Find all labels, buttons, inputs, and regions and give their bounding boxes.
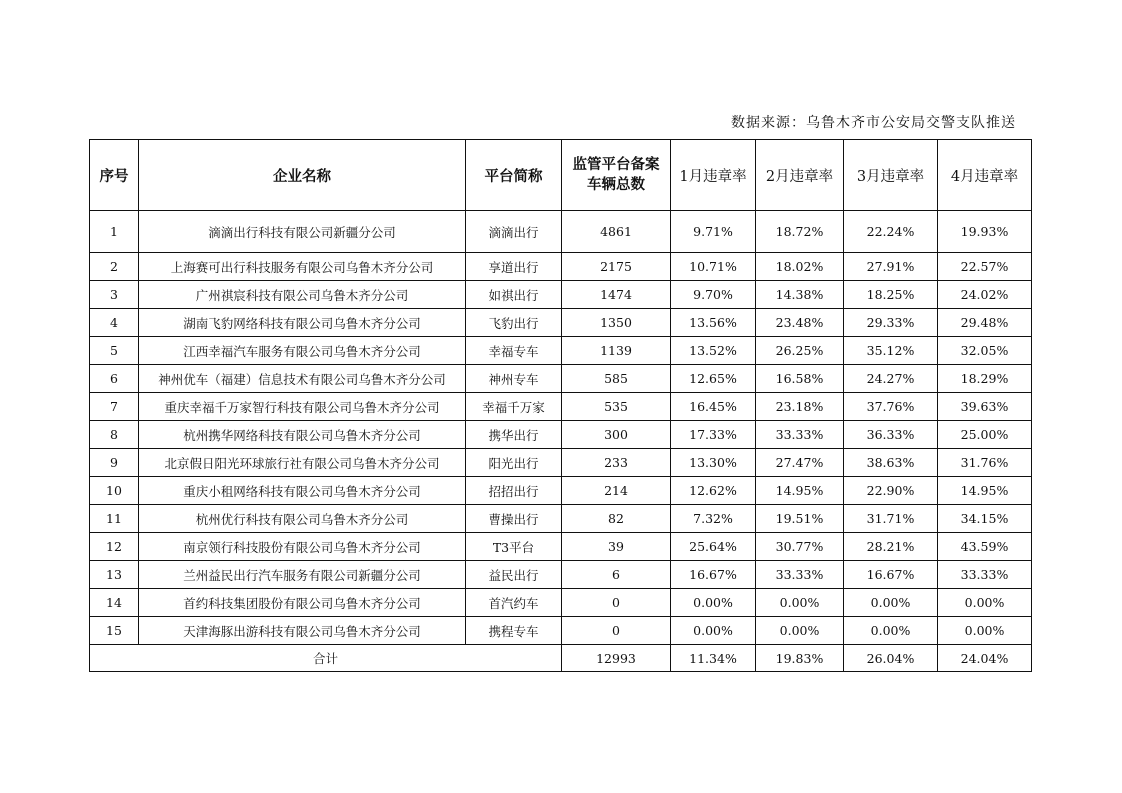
total-label: 合计 — [90, 645, 562, 672]
cell-index: 11 — [90, 505, 139, 533]
cell-jan-rate: 16.45% — [671, 393, 756, 421]
cell-vehicles: 1350 — [562, 309, 671, 337]
cell-mar-rate: 22.24% — [844, 211, 938, 253]
cell-mar-rate: 18.25% — [844, 281, 938, 309]
cell-vehicles: 233 — [562, 449, 671, 477]
cell-platform: 如祺出行 — [466, 281, 562, 309]
total-mar-rate: 26.04% — [844, 645, 938, 672]
cell-jan-rate: 25.64% — [671, 533, 756, 561]
cell-vehicles: 585 — [562, 365, 671, 393]
header-row — [90, 140, 1032, 211]
cell-platform: 阳光出行 — [466, 449, 562, 477]
cell-mar-rate: 16.67% — [844, 561, 938, 589]
table-body — [90, 211, 1032, 672]
cell-platform: 幸福千万家 — [466, 393, 562, 421]
cell-feb-rate: 14.38% — [756, 281, 844, 309]
table-row — [90, 533, 1032, 561]
cell-jan-rate: 0.00% — [671, 589, 756, 617]
cell-company: 杭州携华网络科技有限公司乌鲁木齐分公司 — [139, 421, 466, 449]
header-apr-rate: 4月违章率 — [938, 140, 1032, 211]
cell-mar-rate: 22.90% — [844, 477, 938, 505]
violation-rate-table — [89, 139, 1032, 672]
header-jan-rate: 1月违章率 — [671, 140, 756, 211]
cell-feb-rate: 33.33% — [756, 421, 844, 449]
table-row — [90, 477, 1032, 505]
cell-index: 8 — [90, 421, 139, 449]
cell-platform: 享道出行 — [466, 253, 562, 281]
cell-jan-rate: 10.71% — [671, 253, 756, 281]
cell-apr-rate: 25.00% — [938, 421, 1032, 449]
cell-platform: 幸福专车 — [466, 337, 562, 365]
table-row — [90, 337, 1032, 365]
cell-mar-rate: 35.12% — [844, 337, 938, 365]
cell-apr-rate: 39.63% — [938, 393, 1032, 421]
cell-index: 12 — [90, 533, 139, 561]
cell-jan-rate: 13.52% — [671, 337, 756, 365]
table-row — [90, 211, 1032, 253]
cell-feb-rate: 30.77% — [756, 533, 844, 561]
cell-vehicles: 214 — [562, 477, 671, 505]
cell-vehicles: 6 — [562, 561, 671, 589]
cell-mar-rate: 28.21% — [844, 533, 938, 561]
cell-feb-rate: 23.18% — [756, 393, 844, 421]
cell-jan-rate: 12.62% — [671, 477, 756, 505]
table-row — [90, 393, 1032, 421]
cell-apr-rate: 31.76% — [938, 449, 1032, 477]
cell-platform: 招招出行 — [466, 477, 562, 505]
cell-index: 5 — [90, 337, 139, 365]
cell-index: 10 — [90, 477, 139, 505]
cell-company: 北京假日阳光环球旅行社有限公司乌鲁木齐分公司 — [139, 449, 466, 477]
cell-platform: 曹操出行 — [466, 505, 562, 533]
cell-apr-rate: 34.15% — [938, 505, 1032, 533]
cell-company: 重庆幸福千万家智行科技有限公司乌鲁木齐分公司 — [139, 393, 466, 421]
cell-apr-rate: 24.02% — [938, 281, 1032, 309]
cell-feb-rate: 33.33% — [756, 561, 844, 589]
cell-index: 1 — [90, 211, 139, 253]
cell-company: 重庆小租网络科技有限公司乌鲁木齐分公司 — [139, 477, 466, 505]
cell-vehicles: 300 — [562, 421, 671, 449]
cell-mar-rate: 38.63% — [844, 449, 938, 477]
header-feb-rate: 2月违章率 — [756, 140, 844, 211]
cell-index: 6 — [90, 365, 139, 393]
table-row — [90, 421, 1032, 449]
table-row — [90, 589, 1032, 617]
cell-feb-rate: 16.58% — [756, 365, 844, 393]
cell-company: 兰州益民出行汽车服务有限公司新疆分公司 — [139, 561, 466, 589]
cell-vehicles: 1139 — [562, 337, 671, 365]
cell-platform: T3平台 — [466, 533, 562, 561]
cell-mar-rate: 24.27% — [844, 365, 938, 393]
cell-feb-rate: 18.02% — [756, 253, 844, 281]
cell-mar-rate: 31.71% — [844, 505, 938, 533]
cell-jan-rate: 9.71% — [671, 211, 756, 253]
cell-jan-rate: 9.70% — [671, 281, 756, 309]
cell-jan-rate: 12.65% — [671, 365, 756, 393]
cell-vehicles: 4861 — [562, 211, 671, 253]
cell-index: 15 — [90, 617, 139, 645]
cell-index: 3 — [90, 281, 139, 309]
table-row — [90, 561, 1032, 589]
cell-feb-rate: 18.72% — [756, 211, 844, 253]
cell-feb-rate: 0.00% — [756, 617, 844, 645]
cell-company: 天津海豚出游科技有限公司乌鲁木齐分公司 — [139, 617, 466, 645]
cell-platform: 益民出行 — [466, 561, 562, 589]
cell-apr-rate: 32.05% — [938, 337, 1032, 365]
cell-company: 首约科技集团股份有限公司乌鲁木齐分公司 — [139, 589, 466, 617]
cell-apr-rate: 0.00% — [938, 589, 1032, 617]
cell-jan-rate: 7.32% — [671, 505, 756, 533]
total-jan-rate: 11.34% — [671, 645, 756, 672]
cell-index: 13 — [90, 561, 139, 589]
cell-mar-rate: 0.00% — [844, 589, 938, 617]
cell-feb-rate: 26.25% — [756, 337, 844, 365]
header-platform: 平台简称 — [466, 140, 562, 211]
cell-apr-rate: 0.00% — [938, 617, 1032, 645]
table-row — [90, 617, 1032, 645]
cell-platform: 神州专车 — [466, 365, 562, 393]
cell-index: 14 — [90, 589, 139, 617]
cell-vehicles: 82 — [562, 505, 671, 533]
cell-mar-rate: 29.33% — [844, 309, 938, 337]
cell-company: 南京领行科技股份有限公司乌鲁木齐分公司 — [139, 533, 466, 561]
cell-mar-rate: 37.76% — [844, 393, 938, 421]
cell-mar-rate: 36.33% — [844, 421, 938, 449]
cell-platform: 首汽约车 — [466, 589, 562, 617]
data-source-note: 数据来源：乌鲁木齐市公安局交警支队推送 — [731, 115, 1016, 131]
table-row — [90, 281, 1032, 309]
cell-apr-rate: 18.29% — [938, 365, 1032, 393]
cell-feb-rate: 27.47% — [756, 449, 844, 477]
cell-jan-rate: 16.67% — [671, 561, 756, 589]
cell-apr-rate: 43.59% — [938, 533, 1032, 561]
cell-apr-rate: 22.57% — [938, 253, 1032, 281]
cell-company: 杭州优行科技有限公司乌鲁木齐分公司 — [139, 505, 466, 533]
cell-company: 江西幸福汽车服务有限公司乌鲁木齐分公司 — [139, 337, 466, 365]
cell-company: 滴滴出行科技有限公司新疆分公司 — [139, 211, 466, 253]
cell-platform: 飞豹出行 — [466, 309, 562, 337]
table-row — [90, 449, 1032, 477]
cell-index: 4 — [90, 309, 139, 337]
cell-apr-rate: 33.33% — [938, 561, 1032, 589]
cell-jan-rate: 13.56% — [671, 309, 756, 337]
cell-company: 神州优车（福建）信息技术有限公司乌鲁木齐分公司 — [139, 365, 466, 393]
cell-index: 7 — [90, 393, 139, 421]
cell-index: 9 — [90, 449, 139, 477]
table-row — [90, 253, 1032, 281]
header-index: 序号 — [90, 140, 139, 211]
total-row — [90, 645, 1032, 672]
cell-index: 2 — [90, 253, 139, 281]
cell-mar-rate: 27.91% — [844, 253, 938, 281]
cell-feb-rate: 19.51% — [756, 505, 844, 533]
cell-vehicles: 0 — [562, 589, 671, 617]
cell-feb-rate: 23.48% — [756, 309, 844, 337]
header-vehicles: 监管平台备案车辆总数 — [562, 140, 671, 211]
cell-jan-rate: 17.33% — [671, 421, 756, 449]
cell-feb-rate: 0.00% — [756, 589, 844, 617]
total-vehicles: 12993 — [562, 645, 671, 672]
cell-company: 上海赛可出行科技服务有限公司乌鲁木齐分公司 — [139, 253, 466, 281]
cell-vehicles: 535 — [562, 393, 671, 421]
cell-platform: 携程专车 — [466, 617, 562, 645]
total-apr-rate: 24.04% — [938, 645, 1032, 672]
cell-platform: 携华出行 — [466, 421, 562, 449]
header-company: 企业名称 — [139, 140, 466, 211]
cell-vehicles: 1474 — [562, 281, 671, 309]
table-row — [90, 505, 1032, 533]
cell-vehicles: 0 — [562, 617, 671, 645]
cell-vehicles: 2175 — [562, 253, 671, 281]
cell-apr-rate: 14.95% — [938, 477, 1032, 505]
cell-apr-rate: 19.93% — [938, 211, 1032, 253]
header-mar-rate: 3月违章率 — [844, 140, 938, 211]
cell-feb-rate: 14.95% — [756, 477, 844, 505]
cell-jan-rate: 13.30% — [671, 449, 756, 477]
cell-apr-rate: 29.48% — [938, 309, 1032, 337]
cell-jan-rate: 0.00% — [671, 617, 756, 645]
cell-company: 湖南飞豹网络科技有限公司乌鲁木齐分公司 — [139, 309, 466, 337]
cell-mar-rate: 0.00% — [844, 617, 938, 645]
cell-platform: 滴滴出行 — [466, 211, 562, 253]
total-feb-rate: 19.83% — [756, 645, 844, 672]
table-row — [90, 309, 1032, 337]
table-row — [90, 365, 1032, 393]
cell-vehicles: 39 — [562, 533, 671, 561]
cell-company: 广州祺宸科技有限公司乌鲁木齐分公司 — [139, 281, 466, 309]
